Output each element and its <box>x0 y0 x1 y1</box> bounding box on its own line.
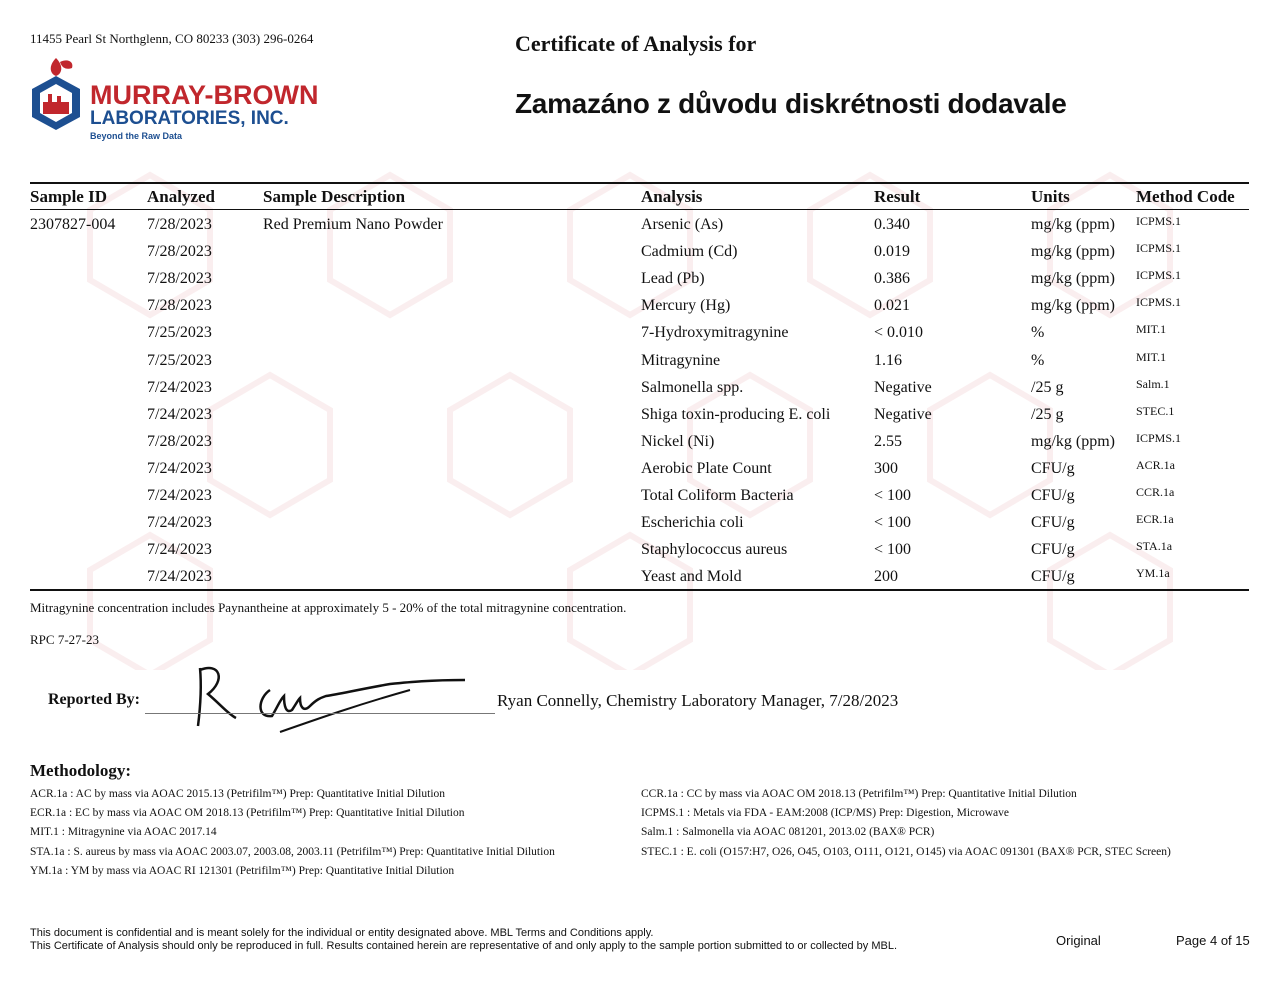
cell-analysis: Cadmium (Cd) <box>641 243 738 261</box>
cell-analysis: Shiga toxin-producing E. coli <box>641 405 831 423</box>
cell-result: 0.340 <box>874 216 910 233</box>
table-row <box>0 297 1280 324</box>
cell-analyzed: 7/28/2023 <box>147 243 212 261</box>
cell-analyzed: 7/24/2023 <box>147 487 212 504</box>
cell-analyzed: 7/24/2023 <box>147 405 212 423</box>
table-row <box>0 243 1280 270</box>
signature-image <box>180 660 480 740</box>
methodology-ecr: ECR.1a : EC by mass via AOAC OM 2018.13 (Petrifilm™) Prep: Quantitative Initial Dilution <box>30 807 465 819</box>
cell-method-code: CCR.1a <box>1136 485 1175 499</box>
cell-analyzed: 7/28/2023 <box>147 270 212 288</box>
table-row <box>0 430 1280 460</box>
cell-method-code: YM.1a <box>1136 566 1170 581</box>
table-bottom-rule <box>30 589 1249 591</box>
col-header-method-code: Method Code <box>1136 187 1235 206</box>
signature-line <box>145 713 495 714</box>
col-header-result: Result <box>874 187 921 206</box>
logo-name-line2: LABORATORIES, INC. <box>90 108 289 129</box>
cell-units: mg/kg (ppm) <box>1031 432 1115 450</box>
cell-result: 0.386 <box>874 270 910 288</box>
cell-units: % <box>1031 324 1045 342</box>
methodology-ym: YM.1a : YM by mass via AOAC RI 121301 (Petrifilm™) Prep: Quantitative Initial Dilution <box>30 865 455 877</box>
logo-name-line1: MURRAY-BROWN <box>90 80 319 110</box>
cell-analyzed: 7/24/2023 <box>147 568 212 586</box>
table-row <box>0 376 1280 406</box>
cell-result: 2.55 <box>874 432 902 450</box>
cell-analyzed: 7/28/2023 <box>147 216 212 233</box>
cell-method-code: ICPMS.1 <box>1136 430 1182 445</box>
cell-analysis: Total Coliform Bacteria <box>641 487 794 504</box>
cell-analyzed: 7/28/2023 <box>147 432 212 450</box>
cell-result: Negative <box>874 405 932 423</box>
page-number: Page 4 of 15 <box>1176 933 1250 948</box>
cell-units: mg/kg (ppm) <box>1031 270 1115 288</box>
methodology-sta: STA.1a : S. aureus by mass via AOAC 2003.07, 2003.08, 2003.11 (Petrifilm™) Prep: Quantitative Initial Dilution <box>30 846 555 858</box>
cell-result: 200 <box>874 568 898 586</box>
cell-analysis: Staphylococcus aureus <box>641 541 788 559</box>
cell-result: 0.019 <box>874 243 910 261</box>
methodology-mit: MIT.1 : Mitragynine via AOAC 2017.14 <box>30 826 217 838</box>
cell-analyzed: 7/24/2023 <box>147 459 212 477</box>
cell-units: % <box>1031 351 1045 369</box>
cell-method-code: MIT.1 <box>1136 349 1167 364</box>
cell-analysis: Yeast and Mold <box>641 568 742 586</box>
lab-address: 11455 Pearl St Northglenn, CO 80233 (303) 296-0264 <box>30 31 314 46</box>
methodology-stec: STEC.1 : E. coli (O157:H7, O26, O45, O103, O111, O121, O145) via AOAC 091301 (BAX® PCR, STEC Screen) <box>641 846 1171 858</box>
cell-analysis: Mitragynine <box>641 351 721 369</box>
cell-analysis: Salmonella spp. <box>641 378 744 396</box>
cell-result: 1.16 <box>874 351 902 369</box>
table-header-rule <box>30 209 1249 210</box>
original-label: Original <box>1056 933 1101 948</box>
cell-method-code: STA.1a <box>1136 539 1173 554</box>
col-header-units: Units <box>1031 187 1070 206</box>
cell-units: /25 g <box>1031 378 1064 396</box>
cell-sample-id: 2307827-004 <box>30 216 116 233</box>
cell-result: < 100 <box>874 541 912 559</box>
rpc-code: RPC 7-27-23 <box>30 632 99 647</box>
cell-analysis: Arsenic (As) <box>641 216 724 233</box>
methodology-title: Methodology: <box>30 761 132 780</box>
cell-result: Negative <box>874 378 932 396</box>
cell-analyzed: 7/24/2023 <box>147 378 212 396</box>
reported-by-label: Reported By: <box>48 691 140 708</box>
cell-units: mg/kg (ppm) <box>1031 243 1115 261</box>
cell-method-code: ICPMS.1 <box>1136 214 1182 228</box>
cell-units: mg/kg (ppm) <box>1031 297 1115 315</box>
methodology-acr: ACR.1a : AC by mass via AOAC 2015.13 (Petrifilm™) Prep: Quantitative Initial Dilution <box>30 788 446 800</box>
cell-units: CFU/g <box>1031 541 1075 559</box>
cell-method-code: STEC.1 <box>1136 403 1175 418</box>
cell-analyzed: 7/28/2023 <box>147 297 212 315</box>
table-row <box>0 487 1280 514</box>
cell-analysis: 7-Hydroxymitragynine <box>641 324 789 342</box>
cell-units: CFU/g <box>1031 487 1075 504</box>
lab-shield-logo-icon <box>26 52 326 144</box>
cell-result: 300 <box>874 459 898 477</box>
cell-result: < 100 <box>874 514 912 532</box>
col-header-analyzed: Analyzed <box>147 187 215 206</box>
mitragynine-note: Mitragynine concentration includes Paynantheine at approximately 5 - 20% of the total mitragynine concentration. <box>30 600 627 615</box>
table-row <box>0 324 1280 351</box>
cell-method-code: ICPMS.1 <box>1136 268 1182 283</box>
reporter-name: Ryan Connelly, Chemistry Laboratory Manager, 7/28/2023 <box>497 691 899 710</box>
methodology-salm: Salm.1 : Salmonella via AOAC 081201, 2013.02 (BAX® PCR) <box>641 826 935 838</box>
cell-sample-description: Red Premium Nano Powder <box>263 216 443 233</box>
cell-result: 0.021 <box>874 297 910 315</box>
cell-units: mg/kg (ppm) <box>1031 216 1115 233</box>
table-row <box>0 541 1280 568</box>
cell-method-code: Salm.1 <box>1136 376 1170 391</box>
table-row <box>0 270 1280 297</box>
table-row <box>0 514 1280 541</box>
methodology-icpms: ICPMS.1 : Metals via FDA - EAM:2008 (ICP/MS) Prep: Digestion, Microwave <box>641 807 1009 819</box>
cell-analyzed: 7/25/2023 <box>147 324 212 342</box>
cell-method-code: ACR.1a <box>1136 457 1175 472</box>
certificate-title: Certificate of Analysis for <box>515 31 757 56</box>
cell-analyzed: 7/25/2023 <box>147 351 212 369</box>
cell-analyzed: 7/24/2023 <box>147 514 212 532</box>
col-header-analysis: Analysis <box>641 187 703 206</box>
cell-units: CFU/g <box>1031 459 1075 477</box>
col-header-sample-id: Sample ID <box>30 187 107 206</box>
confidentiality-footer <box>30 927 897 953</box>
cell-analysis: Aerobic Plate Count <box>641 459 772 477</box>
cell-units: CFU/g <box>1031 514 1075 532</box>
table-row <box>0 403 1280 433</box>
table-row <box>0 457 1280 487</box>
table-row <box>0 216 1280 243</box>
cell-units: /25 g <box>1031 405 1064 423</box>
table-row <box>0 349 1280 379</box>
cell-result: < 0.010 <box>874 324 924 342</box>
cell-analyzed: 7/24/2023 <box>147 541 212 559</box>
logo-tagline: Beyond the Raw Data <box>90 131 183 141</box>
client-name: Zamazáno z důvodu diskrétnosti dodavale <box>515 88 1067 119</box>
cell-method-code: MIT.1 <box>1136 322 1167 337</box>
table-row <box>0 568 1280 595</box>
cell-units: CFU/g <box>1031 568 1075 586</box>
cell-analysis: Lead (Pb) <box>641 270 705 288</box>
cell-analysis: Escherichia coli <box>641 514 744 532</box>
methodology-ccr: CCR.1a : CC by mass via AOAC OM 2018.13 (Petrifilm™) Prep: Quantitative Initial Dilution <box>641 788 1077 800</box>
footer-line-1: This document is confidential and is meant solely for the individual or entity designated above. MBL Terms and Conditions apply. <box>30 927 654 939</box>
cell-result: < 100 <box>874 487 912 504</box>
table-top-rule <box>30 182 1249 184</box>
col-header-sample-description: Sample Description <box>263 187 406 206</box>
cell-analysis: Nickel (Ni) <box>641 432 715 450</box>
cell-method-code: ECR.1a <box>1136 512 1174 527</box>
footer-line-2: This Certificate of Analysis should only be reproduced in full. Results contained herein are representative of and only apply to the sample portion submitted to or collected by MBL. <box>30 940 898 952</box>
cell-analysis: Mercury (Hg) <box>641 297 731 315</box>
cell-method-code: ICPMS.1 <box>1136 241 1182 256</box>
cell-method-code: ICPMS.1 <box>1136 295 1182 310</box>
